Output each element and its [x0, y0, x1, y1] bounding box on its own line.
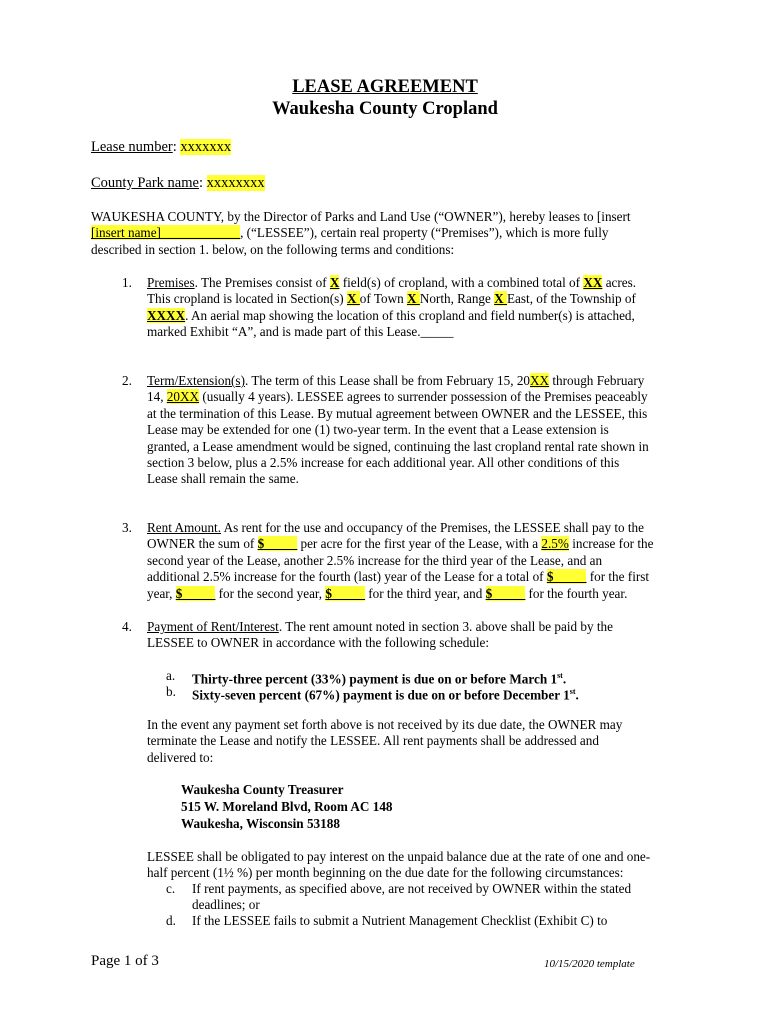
section-line [147, 569, 685, 585]
text: 14, [147, 389, 167, 405]
section-line: section 3 below, plus a 2.5% increase for each additional year. All other conditions of this [147, 455, 620, 471]
text: for the first [586, 569, 650, 585]
section-line [147, 520, 685, 536]
section-line [147, 373, 685, 389]
field-count-placeholder: X [329, 275, 340, 290]
lessee-name-placeholder: [insert name]____________ [91, 225, 241, 241]
text: field(s) of cropland, with a combined total of [339, 275, 584, 290]
text: acres. [602, 275, 637, 290]
document-title: LEASE AGREEMENT [292, 77, 478, 97]
list-text: Thirty-three percent (33%) payment is due on or before March 1st. [192, 671, 567, 687]
section-body [147, 619, 685, 652]
section-number: 4. [122, 619, 132, 634]
section-line [147, 619, 685, 635]
text: OWNER the sum of [147, 536, 258, 552]
list-marker: d. [166, 913, 176, 928]
end-year-placeholder: 20XX [166, 389, 200, 405]
start-year-placeholder: XX [530, 373, 550, 388]
intro-line [91, 225, 681, 241]
fourth-year-total-placeholder: $_____ [485, 585, 526, 601]
superscript: st [569, 687, 576, 696]
text: year, [147, 585, 176, 601]
intro-line: WAUKESHA COUNTY, by the Director of Parks and Land Use (“OWNER”), hereby leases to [insert [91, 209, 631, 224]
section-line: granted, a Lease amendment would be signed, continuing the last cropland rental rate shown in [147, 438, 649, 454]
paragraph-line: In the event any payment set forth above is not received by its due date, the OWNER may [147, 717, 623, 732]
text: Sixty-seven percent (67%) payment is due on or before December 1 [192, 687, 570, 703]
text: per acre for the first year of the Lease, with a [297, 536, 542, 552]
section-body [147, 373, 685, 488]
section-number: 3. [122, 520, 132, 535]
text: . An aerial map showing the location of this cropland and field number(s) is attached, [185, 307, 635, 323]
list-text [192, 881, 662, 914]
text: East, of the Township of [507, 291, 636, 307]
intro-paragraph [91, 209, 681, 258]
section-line: Lease may be extended for one (1) two-year term. In the event that a Lease extension is [147, 422, 609, 438]
address-line: Waukesha County Treasurer [181, 782, 344, 797]
park-name-field: County Park name: xxxxxxxx [91, 175, 265, 191]
text: . The Premises consist of [194, 275, 330, 290]
section-number: 2. [122, 373, 132, 388]
section-line: Lease shall remain the same. [147, 471, 299, 487]
address-line: 515 W. Moreland Blvd, Room AC 148 [181, 799, 393, 814]
section-heading: Rent Amount. [147, 520, 221, 535]
nonpayment-paragraph [147, 717, 677, 766]
document-subtitle: Waukesha County Cropland [272, 99, 498, 119]
intro-line: described in section 1. below, on the following terms and conditions: [91, 241, 455, 257]
increase-percent: 2.5% [541, 536, 569, 552]
text: . The term of this Lease shall be from February 15, 20 [244, 373, 531, 388]
lease-number-label: Lease number [91, 139, 173, 155]
park-name-label: County Park name [91, 175, 199, 191]
paragraph-line: half percent (1½ %) per month beginning on the due date for the following circumstances: [147, 865, 624, 881]
intro-text: , (“LESSEE”), certain real property (“Premises”), which is more fully [240, 225, 609, 241]
section-heading: Premises [147, 275, 195, 290]
paragraph-line: LESSEE shall be obligated to pay interest on the unpaid balance due at the rate of one and one- [147, 849, 651, 864]
park-name-value: xxxxxxxx [206, 175, 265, 191]
lease-number-value: xxxxxxx [180, 139, 232, 155]
section-line [147, 586, 685, 602]
list-text: Sixty-seven percent (67%) payment is due on or before December 1st. [192, 687, 579, 703]
rent-per-acre-placeholder: $_____ [257, 536, 298, 552]
text: As rent for the use and occupancy of the Premises, the LESSEE shall pay to the [221, 520, 644, 535]
third-year-total-placeholder: $_____ [325, 585, 365, 601]
section-placeholder: X [346, 291, 360, 307]
list-marker: c. [166, 881, 176, 896]
text: through February [549, 373, 645, 388]
address-line: Waukesha, Wisconsin 53188 [181, 816, 340, 831]
section-number: 1. [122, 275, 132, 290]
first-year-total-placeholder: $_____ [546, 569, 587, 585]
page-number: Page 1 of 3 [91, 953, 159, 969]
text: If rent payments, as specified above, are not received by OWNER within the stated [192, 881, 632, 896]
section-line: LESSEE to OWNER in accordance with the following schedule: [147, 635, 490, 651]
treasurer-address [181, 781, 393, 832]
text: for the fourth year. [525, 585, 628, 601]
text: for the third year, and [364, 585, 486, 601]
list-marker: a. [166, 668, 176, 683]
interest-paragraph [147, 849, 677, 882]
list-text: If the LESSEE fails to submit a Nutrient Management Checklist (Exhibit C) to [192, 913, 608, 928]
paragraph-line: terminate the Lease and notify the LESSEE. All rent payments shall be addressed and [147, 733, 599, 749]
text: (usually 4 years). LESSEE agrees to surrender possession of the Premises peaceably [199, 389, 648, 405]
section-body [147, 275, 685, 341]
section-body [147, 520, 685, 602]
section-line [147, 275, 685, 291]
township-placeholder: XXXX [147, 307, 186, 323]
text: for the second year, [215, 585, 326, 601]
text: This cropland is located in Section(s) [147, 291, 347, 307]
section-line: at the termination of this Lease. By mutual agreement between OWNER and the LESSEE, this [147, 405, 648, 421]
template-date: 10/15/2020 template [544, 958, 635, 970]
town-placeholder: X [406, 291, 420, 307]
section-line: second year of the Lease, another 2.5% increase for the third year of the Lease, and an [147, 552, 603, 568]
text: increase for the [568, 536, 654, 552]
range-placeholder: X [494, 291, 507, 307]
text: . The rent amount noted in section 3. above shall be paid by the [278, 619, 613, 634]
section-line [147, 536, 685, 552]
section-line: marked Exhibit “A”, and is made part of this Lease._____ [147, 324, 454, 340]
text: North, Range [419, 291, 495, 307]
text: deadlines; or [192, 897, 260, 913]
paragraph-line: delivered to: [147, 749, 214, 765]
second-year-total-placeholder: $_____ [175, 585, 216, 601]
section-line [147, 308, 685, 324]
section-line [147, 291, 685, 307]
text: of Town [359, 291, 407, 307]
superscript: st [557, 671, 563, 680]
text: additional 2.5% increase for the fourth (last) year of the Lease for a total of [147, 569, 547, 585]
section-heading: Term/Extension(s) [147, 373, 245, 388]
section-line [147, 389, 685, 405]
text: Thirty-three percent (33%) payment is due on or before March 1 [192, 671, 558, 687]
list-marker: b. [166, 684, 176, 699]
section-heading: Payment of Rent/Interest [147, 619, 279, 634]
lease-number-field: Lease number: xxxxxxx [91, 139, 232, 155]
acres-placeholder: XX [583, 275, 603, 290]
